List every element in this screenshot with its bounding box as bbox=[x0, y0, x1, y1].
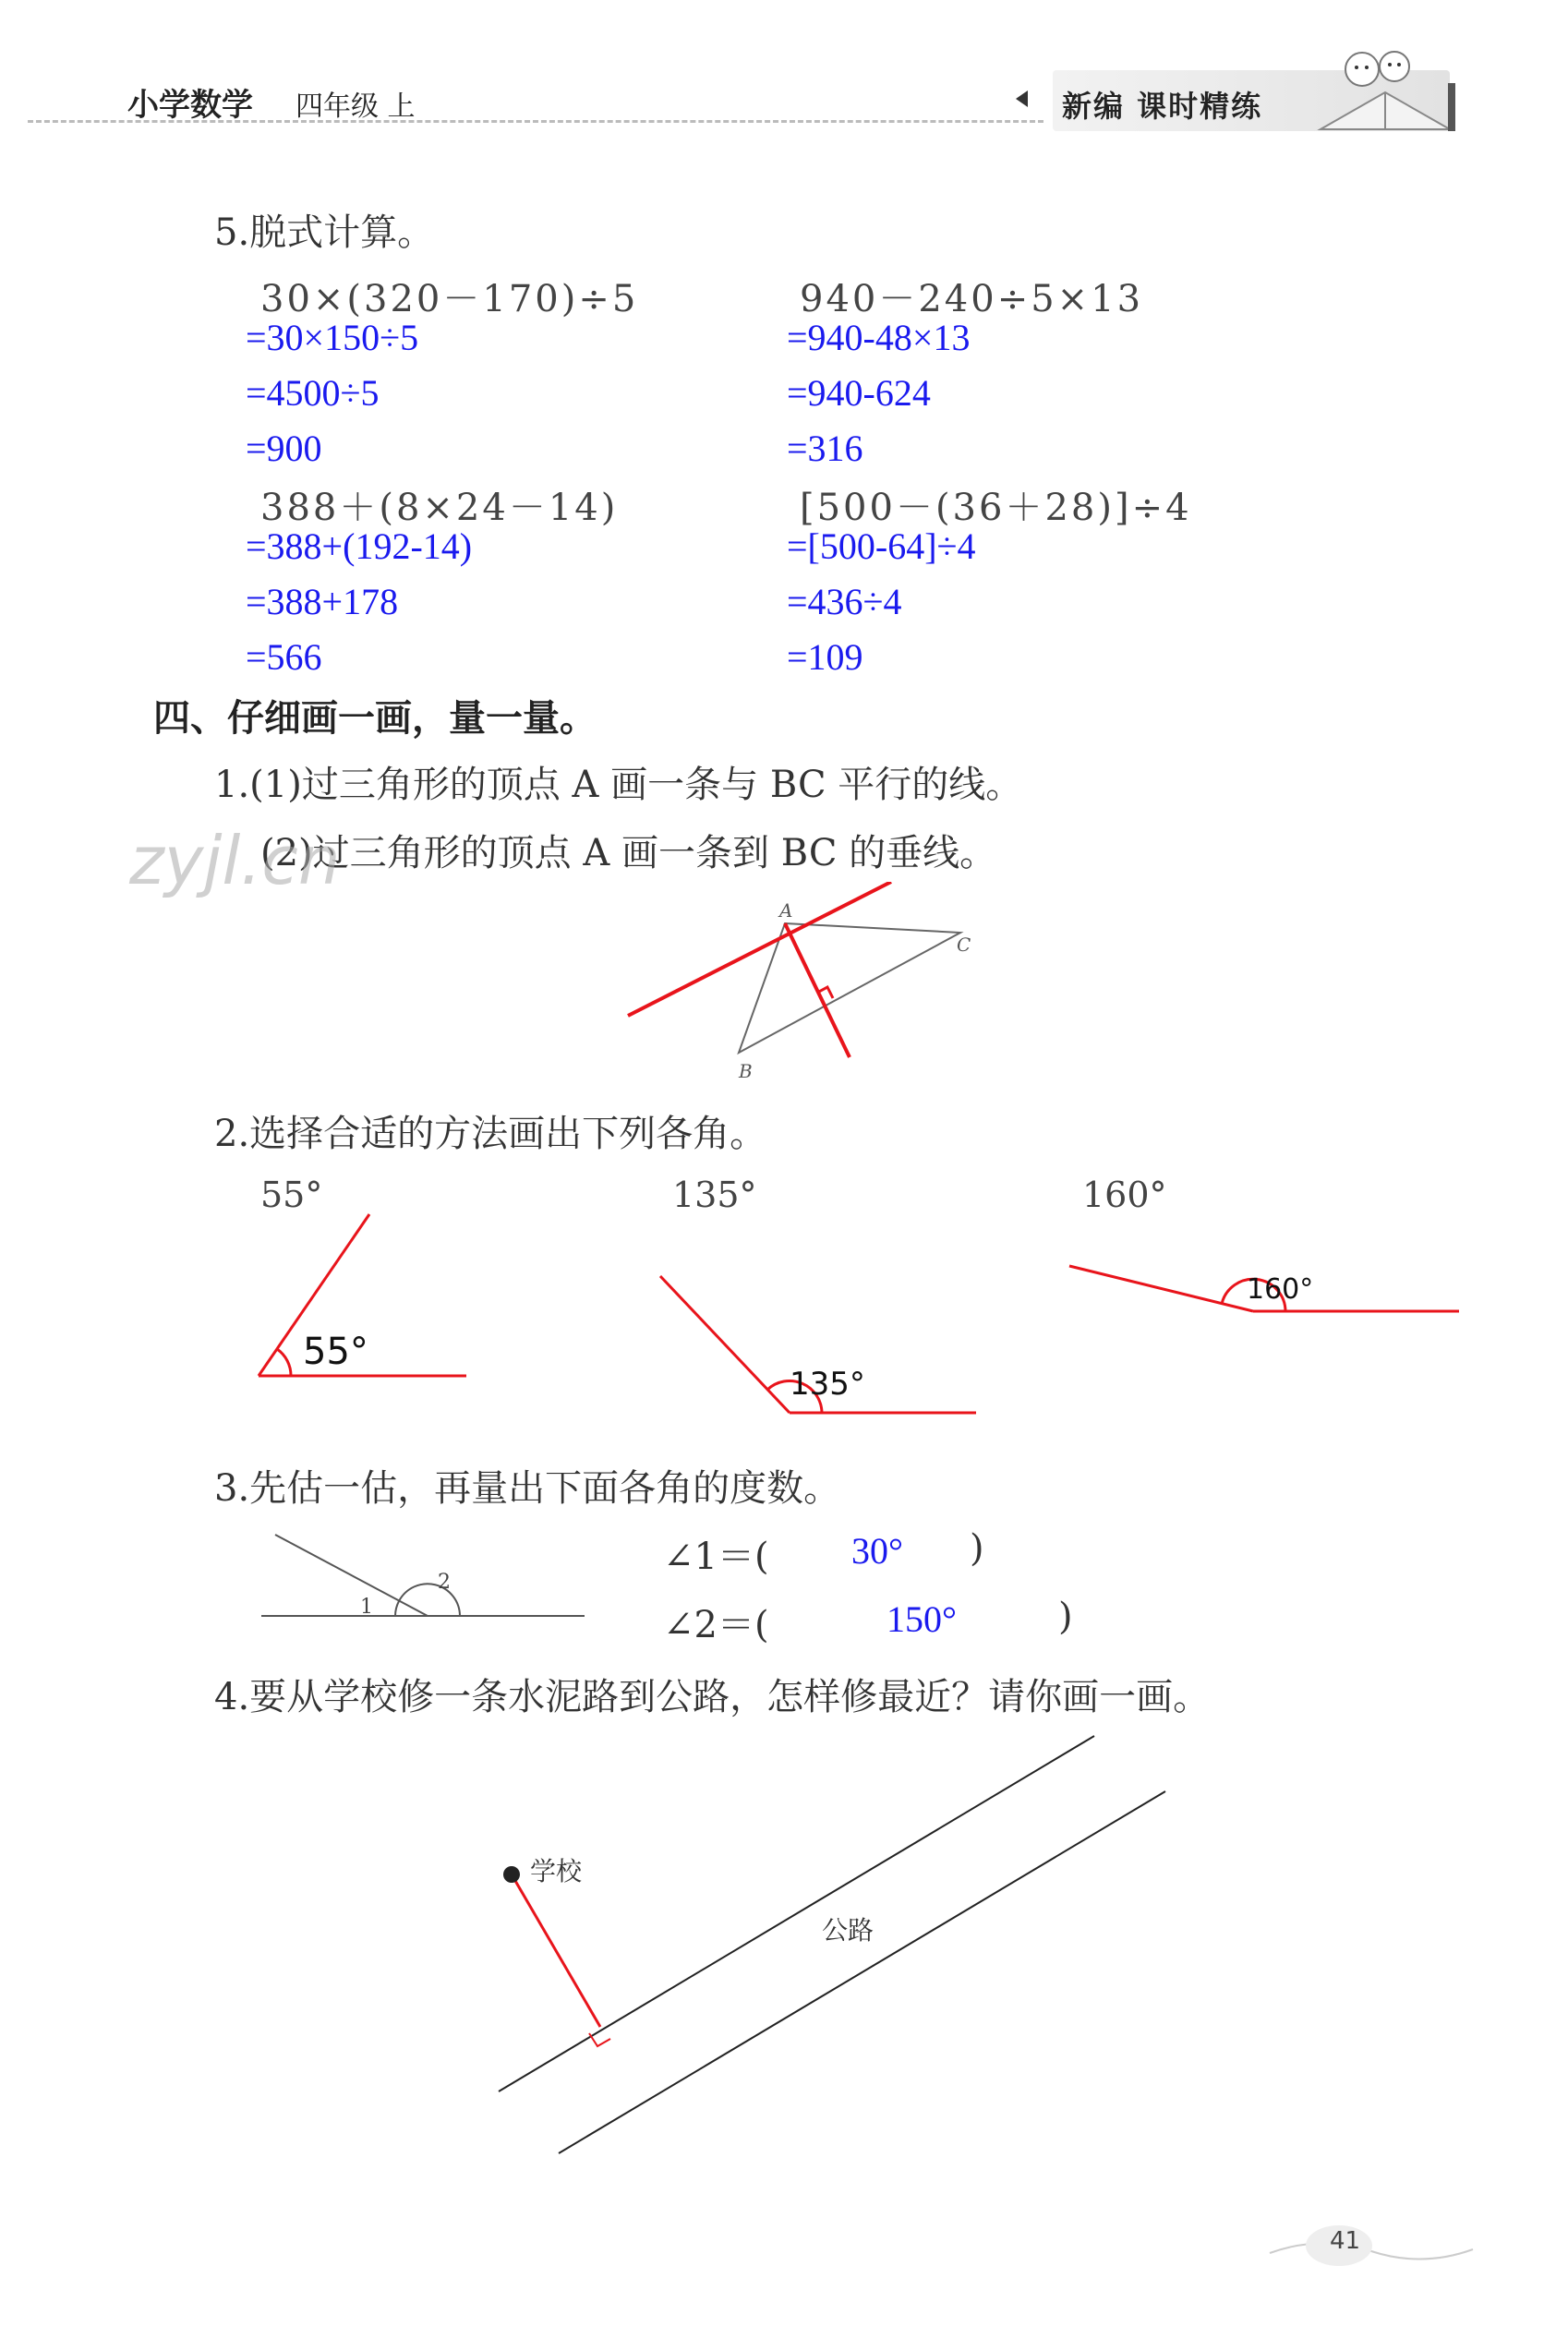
vertex-a-label: A bbox=[779, 899, 793, 922]
grade-label: 四年级 上 bbox=[296, 90, 416, 123]
q5-step-3-3: =566 bbox=[246, 636, 322, 678]
q5-title: 5.脱式计算。 bbox=[214, 211, 435, 254]
q5-expr-4: [500－(36＋28)]÷4 bbox=[800, 487, 1192, 529]
q1-line2: (2)过三角形的顶点 A 画一条到 BC 的垂线。 bbox=[260, 832, 997, 874]
page-number-wave bbox=[1265, 2216, 1478, 2275]
q3-title: 3.先估一估，再量出下面各角的度数。 bbox=[214, 1467, 841, 1510]
road-edge-upper bbox=[499, 1736, 1094, 2091]
q5-step-2-3: =316 bbox=[787, 428, 863, 469]
angle1-close: ) bbox=[970, 1527, 984, 1570]
q5-step-4-2: =436÷4 bbox=[787, 581, 902, 622]
q5-step-2-1: =940-48×13 bbox=[787, 317, 971, 358]
angle-prompt-135: 135° bbox=[672, 1175, 757, 1215]
q5-step-1-3: =900 bbox=[246, 428, 322, 469]
q5-expr-3: 388＋(8×24－14) bbox=[260, 487, 619, 529]
q5-step-3-2: =388+178 bbox=[246, 581, 399, 622]
angle1-answer: 30° bbox=[851, 1530, 903, 1572]
q5-expr-2: 940－240÷5×13 bbox=[800, 278, 1144, 320]
header-divider bbox=[28, 120, 1043, 123]
q5-step-4-1: =[500-64]÷4 bbox=[787, 525, 976, 567]
book-mascot-icon bbox=[1311, 37, 1459, 142]
angle-prompt-55: 55° bbox=[260, 1175, 323, 1215]
q5-expr-1: 30×(320－170)÷5 bbox=[260, 278, 639, 320]
road-label: 公路 bbox=[822, 1915, 874, 1946]
q5-step-4-3: =109 bbox=[787, 636, 863, 678]
angle2-answer: 150° bbox=[887, 1598, 957, 1640]
school-label: 学校 bbox=[530, 1856, 583, 1886]
triangle-diagram bbox=[609, 882, 979, 1090]
section4-title: 四、仔细画一画，量一量。 bbox=[153, 697, 597, 740]
q5-step-3-1: =388+(192-14) bbox=[246, 525, 473, 567]
q5-step-1-1: =30×150÷5 bbox=[246, 317, 419, 358]
arrow-left-icon bbox=[1016, 90, 1028, 107]
angle-1-label: 1 bbox=[360, 1596, 373, 1619]
q4-title: 4.要从学校修一条水泥路到公路，怎样修最近？请你画一画。 bbox=[214, 1676, 1211, 1718]
series-title: 新编 课时精练 bbox=[1062, 89, 1263, 124]
angle-drawing-55 bbox=[249, 1205, 471, 1390]
angle-drawing-135 bbox=[651, 1265, 983, 1422]
watermark: zyjl.cn bbox=[129, 822, 341, 899]
angle-160-label: 160° bbox=[1247, 1273, 1314, 1306]
angle-prompt-160: 160° bbox=[1082, 1175, 1167, 1215]
angle-drawing-160 bbox=[1064, 1256, 1461, 1330]
school-dot bbox=[503, 1866, 520, 1883]
q3-angle-figure bbox=[257, 1524, 589, 1625]
angle-55-label: 55° bbox=[303, 1331, 368, 1373]
road-edge-lower bbox=[559, 1791, 1165, 2153]
page-number: 41 bbox=[1330, 2227, 1361, 2255]
angle2-close: ) bbox=[1058, 1596, 1073, 1638]
book-title: 小学数学 bbox=[127, 87, 253, 124]
angle-2-label: 2 bbox=[438, 1571, 451, 1594]
angle-135-label: 135° bbox=[790, 1366, 865, 1403]
vertex-c-label: C bbox=[957, 934, 971, 956]
angle2-question: ∠2＝( bbox=[663, 1604, 769, 1646]
vertex-b-label: B bbox=[739, 1060, 753, 1082]
q1-line1: 1.(1)过三角形的顶点 A 画一条与 BC 平行的线。 bbox=[214, 764, 1023, 806]
perpendicular-line bbox=[785, 923, 850, 1057]
q5-step-1-2: =4500÷5 bbox=[246, 372, 380, 414]
q2-title: 2.选择合适的方法画出下列各角。 bbox=[214, 1113, 767, 1155]
shortest-path-line bbox=[512, 1874, 600, 2027]
q5-step-2-2: =940-624 bbox=[787, 372, 931, 414]
angle1-question: ∠1＝( bbox=[663, 1536, 769, 1578]
road-diagram bbox=[480, 1717, 1182, 2161]
